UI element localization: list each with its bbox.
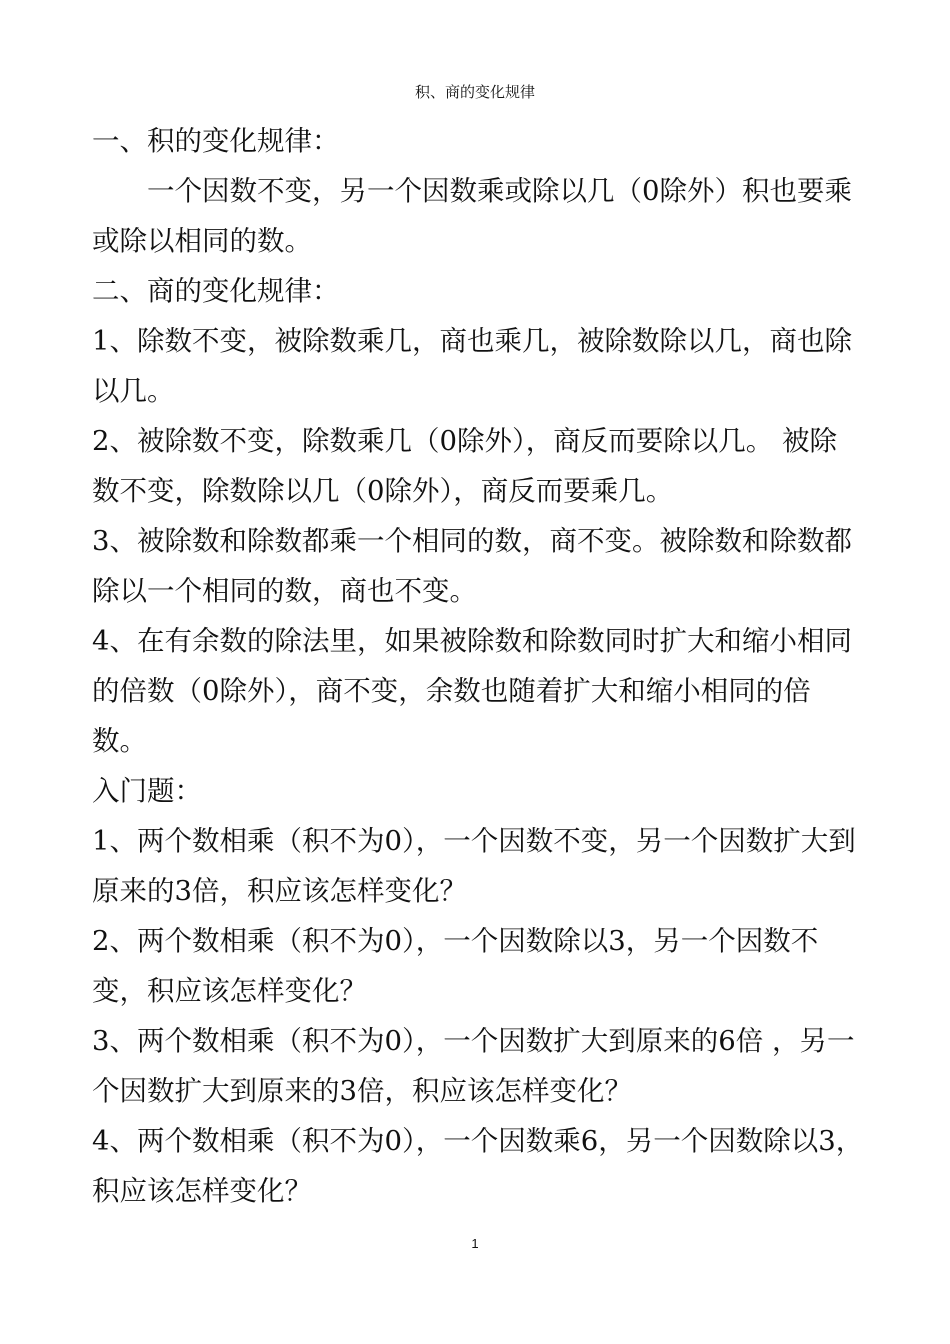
- section-heading-quotient: 二、商的变化规律：: [92, 275, 340, 307]
- page-title: 积、商的变化规律: [414, 83, 535, 101]
- quotient-rule-4: 4、在有余数的除法里，如果被除数和除数同时扩大和缩小相同的倍数（0除外），商不变，余数也随着扩大和缩小相同的倍数。: [92, 625, 852, 757]
- quotient-rule-2: 2、被除数不变，除数乘几（0除外），商反而要除以几。 被除数不变，除数除以几（0除外），商反而要乘几。: [92, 425, 837, 507]
- product-rule-paragraph: 一个因数不变，另一个因数乘或除以几（0除外）积也要乘或除以相同的数。: [92, 175, 852, 257]
- exercise-3: 3、两个数相乘（积不为0），一个因数扩大到原来的6倍 ，另一个因数扩大到原来的3倍，积应该怎样变化？: [92, 1025, 855, 1107]
- page-number: 1: [471, 1236, 479, 1251]
- document-body: [92, 116, 864, 1216]
- exercise-2: 2、两个数相乘（积不为0），一个因数除以3，另一个因数不变，积应该怎样变化？: [92, 925, 819, 1007]
- exercise-1: 1、两个数相乘（积不为0），一个因数不变，另一个因数扩大到原来的3倍，积应该怎样变化？: [92, 825, 856, 907]
- exercise-4: 4、两个数相乘（积不为0），一个因数乘6，另一个因数除以3，积应该怎样变化？: [92, 1125, 864, 1207]
- quotient-rule-3: 3、被除数和除数都乘一个相同的数，商不变。被除数和除数都除以一个相同的数，商也不变。: [92, 525, 852, 607]
- section-heading-product: 一、积的变化规律：: [92, 125, 340, 157]
- section-heading-exercises: 入门题：: [92, 775, 202, 807]
- quotient-rule-1: 1、除数不变，被除数乘几，商也乘几，被除数除以几，商也除以几。: [92, 325, 852, 407]
